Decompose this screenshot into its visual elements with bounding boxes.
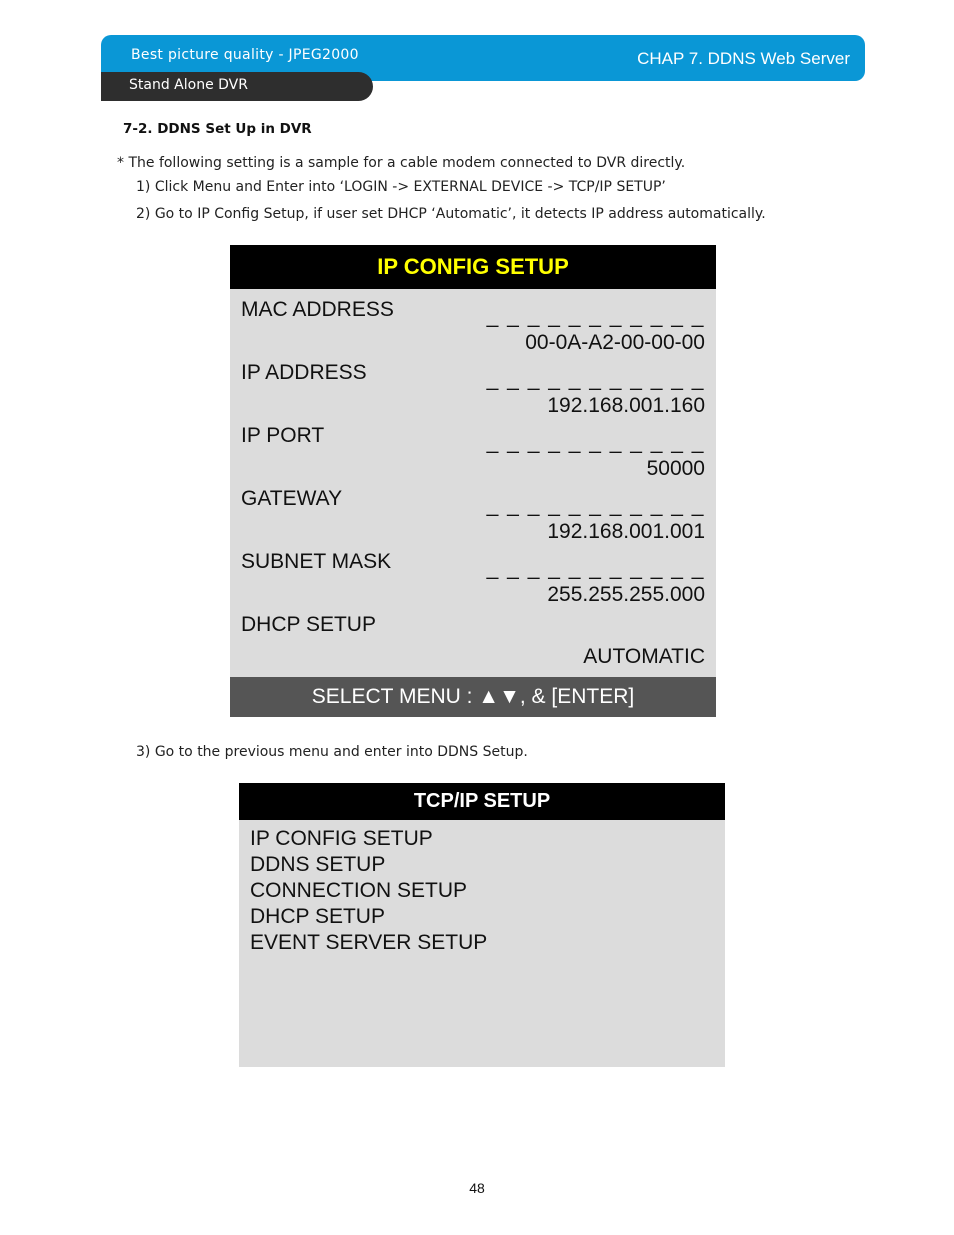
chapter-title: CHAP 7. DDNS Web Server: [637, 49, 850, 68]
page-number: 48: [469, 1180, 485, 1196]
subnet-mask-label: SUBNET MASK: [241, 550, 392, 573]
gateway-label: GATEWAY: [241, 487, 343, 510]
menu-item-ddns-setup: DDNS SETUP: [250, 853, 386, 876]
step-3: 3) Go to the previous menu and enter into DDNS Setup.: [136, 744, 528, 760]
menu-item-ip-config-setup: IP CONFIG SETUP: [250, 827, 433, 850]
ip-address-label: IP ADDRESS: [241, 361, 367, 384]
ip-port-value: 50000: [646, 457, 705, 480]
menu-item-event-server-setup: EVENT SERVER SETUP: [250, 931, 488, 954]
tcpip-menu-list: [239, 820, 725, 956]
menu-item-connection-setup: CONNECTION SETUP: [250, 879, 468, 902]
ip-config-title: IP CONFIG SETUP: [230, 245, 716, 289]
gateway-value: 192.168.001.001: [547, 520, 705, 543]
dhcp-setup-label: DHCP SETUP: [241, 613, 376, 636]
step-2: 2) Go to IP Config Setup, if user set DHCP ‘Automatic’, it detects IP address automatically.: [136, 206, 766, 222]
header-tagline: Best picture quality - JPEG2000: [131, 47, 359, 63]
ip-port-label: IP PORT: [241, 424, 325, 447]
step-1: 1) Click Menu and Enter into ‘LOGIN -> EXTERNAL DEVICE -> TCP/IP SETUP’: [136, 179, 666, 195]
menu-item-dhcp-setup: DHCP SETUP: [250, 905, 385, 928]
ip-address-dashes: _ _ _ _ _ _ _ _ _ _ _: [486, 368, 705, 391]
dhcp-setup-value: AUTOMATIC: [583, 645, 705, 668]
subnet-mask-value: 255.255.255.000: [547, 583, 705, 606]
ip-config-panel: [230, 245, 716, 717]
mac-address-dashes: _ _ _ _ _ _ _ _ _ _ _: [486, 305, 705, 328]
section-title: 7-2. DDNS Set Up in DVR: [123, 121, 312, 137]
select-menu-hint: SELECT MENU : ▲▼, & [ENTER]: [230, 677, 716, 717]
product-name: Stand Alone DVR: [129, 77, 248, 93]
tcpip-setup-title: TCP/IP SETUP: [239, 783, 725, 820]
ip-port-dashes: _ _ _ _ _ _ _ _ _ _ _: [486, 431, 705, 454]
mac-address-value: 00-0A-A2-00-00-00: [525, 331, 705, 354]
mac-address-label: MAC ADDRESS: [241, 298, 394, 321]
subnet-mask-dashes: _ _ _ _ _ _ _ _ _ _ _: [486, 557, 705, 580]
tcpip-setup-panel: [239, 783, 725, 1067]
gateway-dashes: _ _ _ _ _ _ _ _ _ _ _: [486, 494, 705, 517]
ip-address-value: 192.168.001.160: [547, 394, 705, 417]
note-paragraph: * The following setting is a sample for a cable modem connected to DVR directly.: [117, 155, 686, 171]
